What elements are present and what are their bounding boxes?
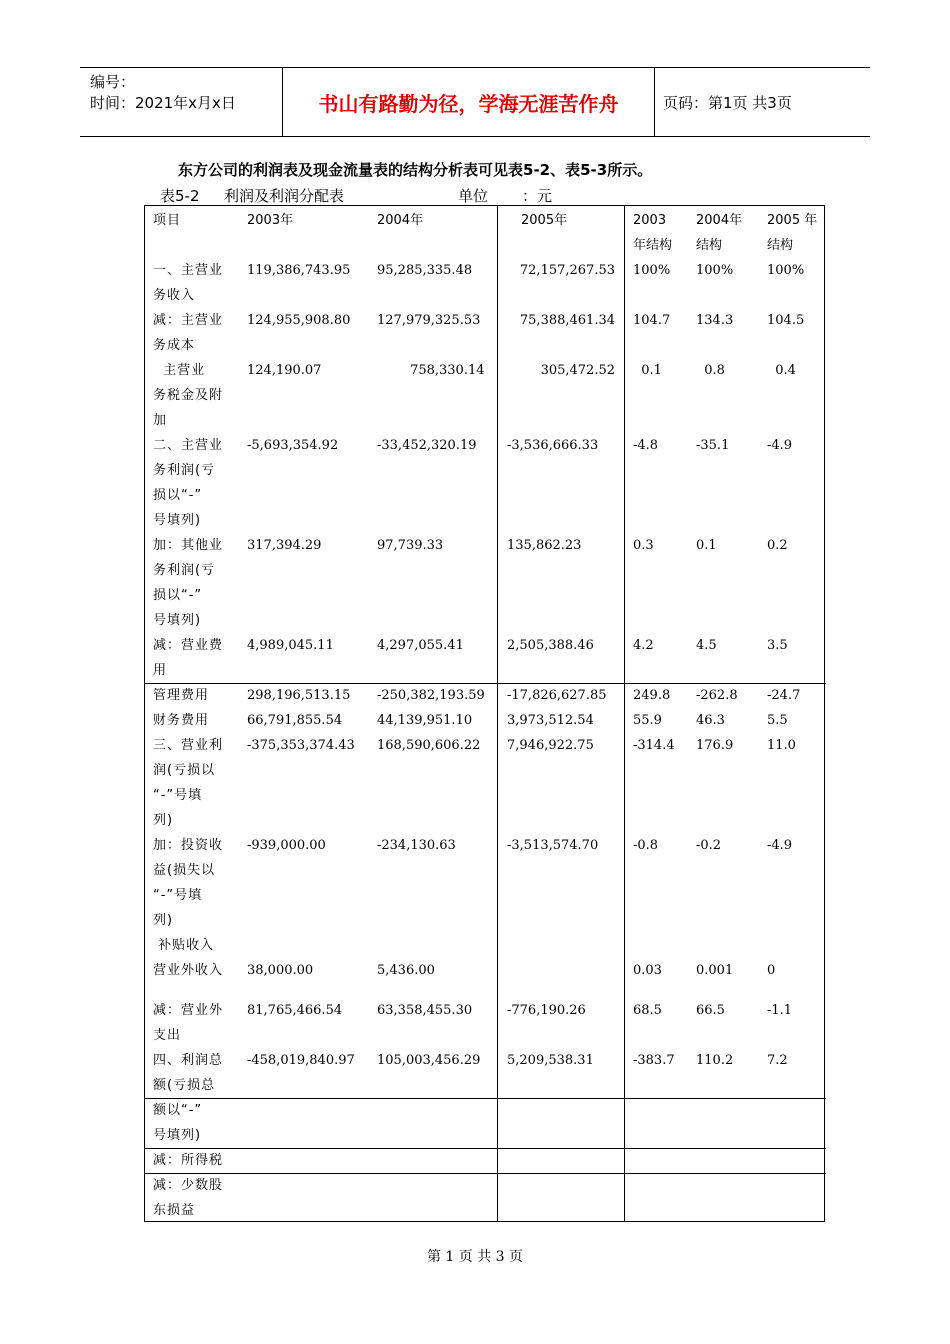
- cell-value: 0.1: [633, 363, 662, 378]
- unit-value: ：元: [522, 187, 553, 205]
- cell-value: 124,190.07: [247, 363, 322, 378]
- column-divider: [497, 206, 498, 1221]
- cell-value: 55.9: [633, 713, 662, 728]
- cell-value: 0.8: [696, 363, 725, 378]
- cell-value: -458,019,840.97: [247, 1053, 355, 1068]
- cell-value: -234,130.63: [377, 838, 456, 853]
- intro-paragraph: 东方公司的利润表及现金流量表的结构分析表可见表5-2、表5-3所示。: [178, 161, 653, 179]
- row-label: 减：营业外 支出: [153, 1003, 224, 1043]
- row-label: 减：营业费 用: [153, 638, 224, 678]
- column-header: 2005 年 结构: [767, 213, 818, 253]
- cell-value: -314.4: [633, 738, 675, 753]
- cell-value: 305,472.52: [540, 363, 615, 378]
- cell-value: -0.2: [696, 838, 722, 853]
- row-label: 二、主营业 务利润(亏 损以“-” 号填列): [153, 438, 224, 528]
- cell-value: 7,946,922.75: [507, 738, 594, 753]
- column-header: 2004年 结构: [696, 213, 743, 253]
- cell-value: -3,536,666.33: [507, 438, 599, 453]
- row-label: 营业外收入: [153, 963, 224, 978]
- cell-value: 2,505,388.46: [507, 638, 594, 653]
- cell-value: 298,196,513.15: [247, 688, 351, 703]
- header-divider: [654, 68, 655, 136]
- cell-value: 168,590,606.22: [377, 738, 481, 753]
- cell-value: 0.3: [633, 538, 654, 553]
- cell-value: -4.9: [767, 438, 793, 453]
- row-label: 补贴收入: [153, 938, 215, 953]
- cell-value: -24.7: [767, 688, 801, 703]
- column-header: 项目: [153, 213, 182, 228]
- table-number: 表5-2: [160, 187, 200, 205]
- cell-value: 119,386,743.95: [247, 263, 351, 278]
- row-divider: [145, 1098, 826, 1099]
- cell-value: -383.7: [633, 1053, 675, 1068]
- table-caption: [160, 185, 660, 207]
- cell-value: 0.03: [633, 963, 662, 978]
- column-header: 2005年: [521, 213, 568, 228]
- cell-value: -0.8: [633, 838, 659, 853]
- row-label: 加：投资收 益(损失以 “-”号填 列): [153, 838, 224, 928]
- cell-value: 4,989,045.11: [247, 638, 334, 653]
- page-footer: 第 1 页 共 3 页: [426, 1249, 524, 1265]
- cell-value: -776,190.26: [507, 1003, 586, 1018]
- cell-value: 66.5: [696, 1003, 725, 1018]
- cell-value: 105,003,456.29: [377, 1053, 481, 1068]
- cell-value: 110.2: [696, 1053, 734, 1068]
- row-label: 财务费用: [153, 713, 210, 728]
- cell-value: 5.5: [767, 713, 788, 728]
- cell-value: 124,955,908.80: [247, 313, 351, 328]
- row-divider: [145, 1148, 826, 1149]
- cell-value: 134.3: [696, 313, 734, 328]
- cell-value: 127,979,325.53: [377, 313, 481, 328]
- cell-value: 100%: [696, 263, 734, 278]
- income-statement-table: [144, 205, 825, 1222]
- cell-value: -5,693,354.92: [247, 438, 339, 453]
- row-label: 加：其他业 务利润(亏 损以“-” 号填列): [153, 538, 224, 628]
- cell-value: 66,791,855.54: [247, 713, 343, 728]
- cell-value: 317,394.29: [247, 538, 322, 553]
- cell-value: 0.1: [696, 538, 717, 553]
- cell-value: 4.2: [633, 638, 654, 653]
- cell-value: -262.8: [696, 688, 738, 703]
- header-meta: [90, 72, 236, 114]
- cell-value: 11.0: [767, 738, 796, 753]
- cell-value: 100%: [767, 263, 805, 278]
- cell-value: 4.5: [696, 638, 717, 653]
- header-motto: 书山有路勤为径，学海无涯苦作舟: [318, 91, 619, 116]
- cell-value: 72,157,267.53: [519, 263, 615, 278]
- unit-label: 单位: [458, 187, 489, 205]
- cell-value: -1.1: [767, 1003, 793, 1018]
- cell-value: -4.8: [633, 438, 659, 453]
- cell-value: 100%: [633, 263, 671, 278]
- cell-value: 95,285,335.48: [377, 263, 473, 278]
- cell-value: 5,436.00: [377, 963, 435, 978]
- cell-value: 104.5: [767, 313, 805, 328]
- row-label: 一、主营业 务收入: [153, 263, 224, 303]
- cell-value: -250,382,193.59: [377, 688, 485, 703]
- page-header: [80, 67, 870, 137]
- cell-value: 75,388,461.34: [519, 313, 615, 328]
- column-divider: [624, 206, 625, 1221]
- cell-value: 3,973,512.54: [507, 713, 594, 728]
- row-label: 主营业 务税金及附 加: [153, 363, 224, 428]
- row-label: 管理费用: [153, 688, 210, 703]
- cell-value: 3.5: [767, 638, 788, 653]
- document-number: 编号：: [90, 73, 136, 91]
- cell-value: -33,452,320.19: [377, 438, 477, 453]
- row-label: 减：少数股 东损益: [153, 1178, 224, 1218]
- row-label: 四、利润总 额(亏损总 额以“-” 号填列): [153, 1053, 224, 1143]
- cell-value: 44,139,951.10: [377, 713, 473, 728]
- cell-value: 0.001: [696, 963, 734, 978]
- row-divider: [145, 1173, 826, 1174]
- cell-value: 7.2: [767, 1053, 788, 1068]
- cell-value: 176.9: [696, 738, 734, 753]
- row-label: 减：主营业 务成本: [153, 313, 224, 353]
- cell-value: 0.2: [767, 538, 788, 553]
- cell-value: 38,000.00: [247, 963, 314, 978]
- cell-value: 0.4: [767, 363, 796, 378]
- cell-value: -4.9: [767, 838, 793, 853]
- column-header: 2004年: [377, 213, 424, 228]
- cell-value: 104.7: [633, 313, 671, 328]
- header-page-number: 页码：第1页 共3页: [663, 93, 792, 112]
- table-title: 利润及利润分配表: [224, 187, 345, 205]
- row-label: 三、营业利 润(亏损以 “-”号填 列): [153, 738, 224, 828]
- column-header: 2003年: [247, 213, 294, 228]
- cell-value: -17,826,627.85: [507, 688, 607, 703]
- cell-value: 135,862.23: [507, 538, 582, 553]
- cell-value: 63,358,455.30: [377, 1003, 473, 1018]
- cell-value: 46.3: [696, 713, 725, 728]
- cell-value: 81,765,466.54: [247, 1003, 343, 1018]
- cell-value: 758,330.14: [377, 363, 485, 378]
- cell-value: 97,739.33: [377, 538, 444, 553]
- column-header: 2003 年结构: [633, 213, 673, 253]
- cell-value: 0: [767, 963, 776, 978]
- cell-value: 4,297,055.41: [377, 638, 464, 653]
- cell-value: 5,209,538.31: [507, 1053, 594, 1068]
- row-divider: [145, 683, 826, 684]
- document-date: 时间：2021年x月x日: [90, 94, 236, 112]
- cell-value: -939,000.00: [247, 838, 326, 853]
- cell-value: -35.1: [696, 438, 730, 453]
- cell-value: 249.8: [633, 688, 671, 703]
- row-label: 减：所得税: [153, 1153, 224, 1168]
- cell-value: 68.5: [633, 1003, 662, 1018]
- cell-value: -375,353,374.43: [247, 738, 355, 753]
- cell-value: -3,513,574.70: [507, 838, 599, 853]
